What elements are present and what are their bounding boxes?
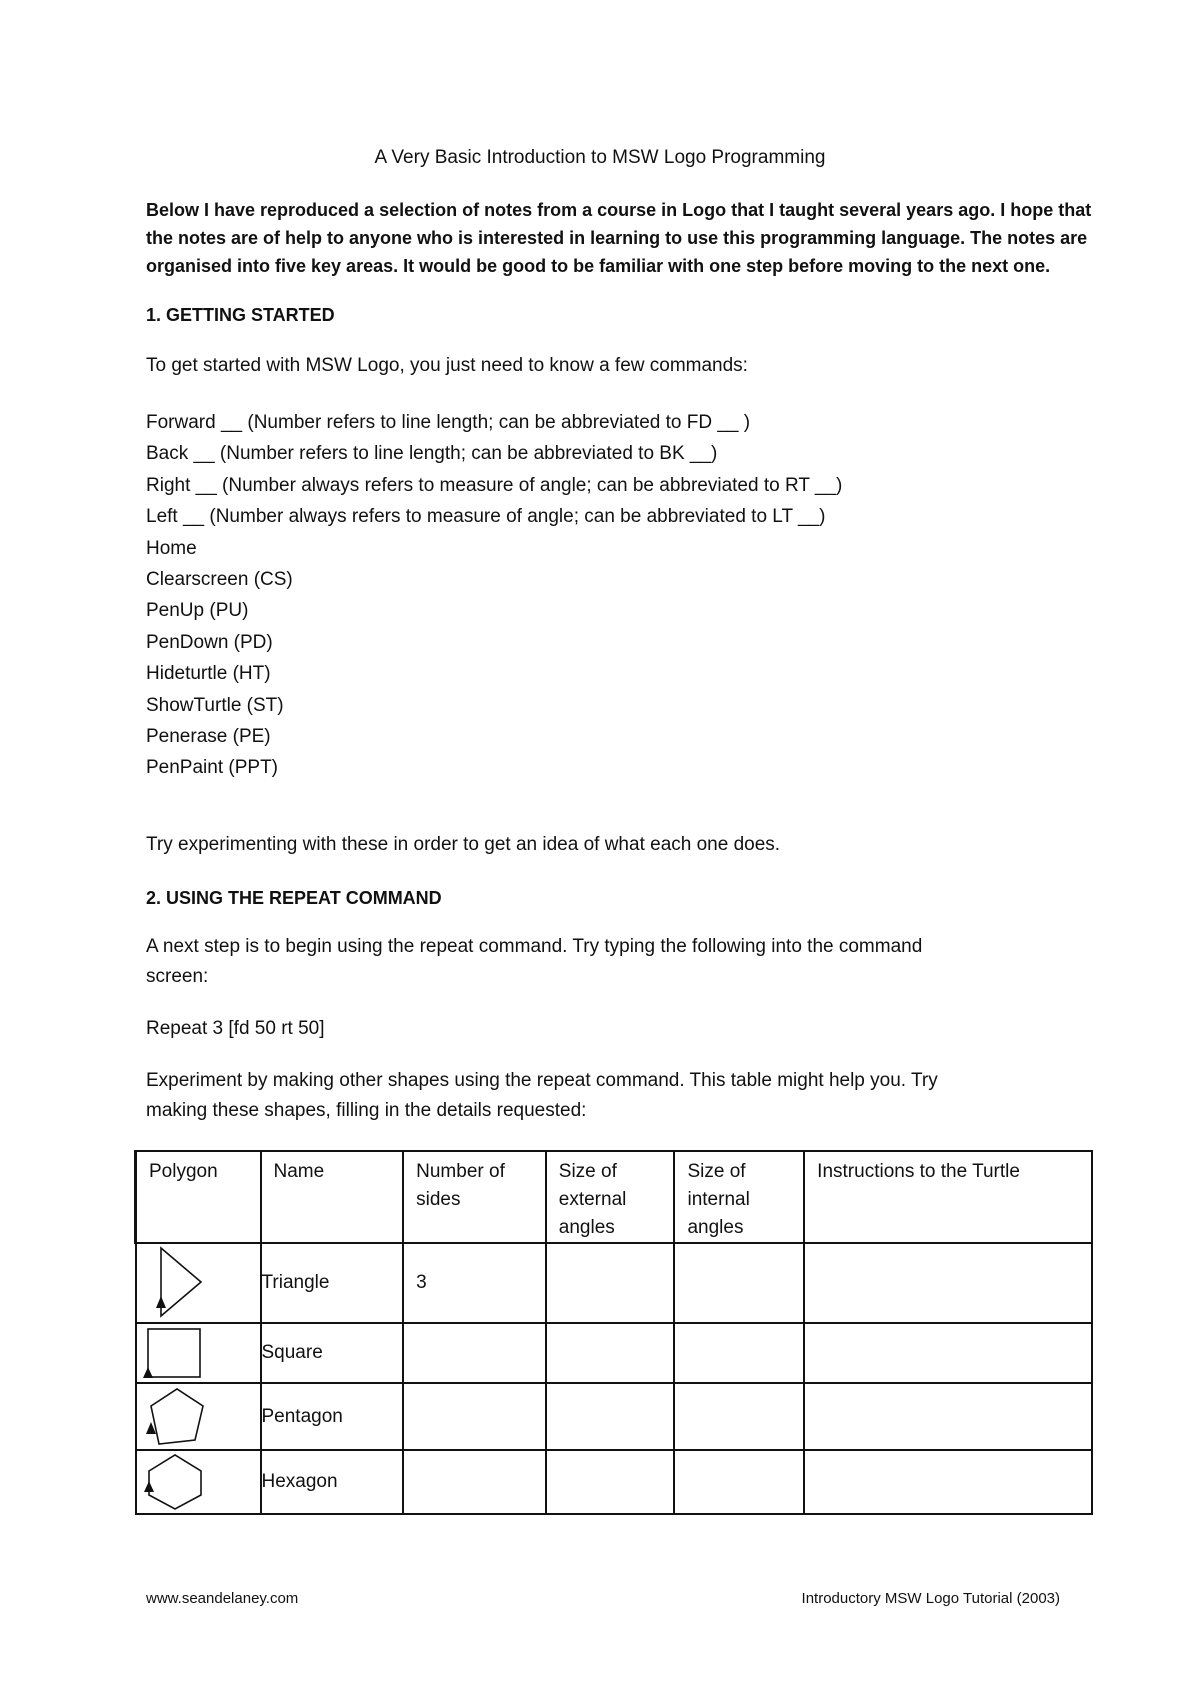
header-line: Size of	[558, 1161, 617, 1182]
internal-angle-cell	[674, 1383, 804, 1450]
command-item: Back __ (Number refers to line length; can be abbreviated to BK __)	[146, 443, 718, 465]
section-2-paragraph-line: Experiment by making other shapes using the repeat command. This table might help you. Try	[146, 1070, 938, 1091]
sides-cell	[403, 1450, 546, 1514]
external-angle-cell	[546, 1450, 675, 1514]
section-2-paragraph-line: screen:	[146, 966, 209, 987]
footer-title: Introductory MSW Logo Tutorial (2003)	[801, 1590, 1060, 1607]
external-angle-cell	[546, 1383, 675, 1450]
repeat-example: Repeat 3 [fd 50 rt 50]	[146, 1018, 325, 1039]
intro-line: organised into five key areas. It would be good to be familiar with one step before moving to the next one.	[146, 256, 1051, 276]
intro-paragraph	[146, 196, 1092, 280]
table-header-row	[136, 1151, 1093, 1243]
command-item: Penerase (PE)	[146, 725, 271, 747]
instructions-cell	[804, 1323, 1092, 1383]
name-cell: Pentagon	[261, 1383, 404, 1450]
sides-cell	[403, 1383, 546, 1450]
section-1-lead: To get started with MSW Logo, you just need to know a few commands:	[146, 355, 748, 376]
header-external-angles	[546, 1151, 675, 1243]
instructions-cell	[804, 1450, 1092, 1514]
command-item: Home	[146, 537, 197, 559]
external-angle-cell	[546, 1243, 675, 1323]
header-line: sides	[416, 1189, 461, 1210]
section-2-paragraph-line: A next step is to begin using the repeat command. Try typing the following into the command	[146, 936, 923, 957]
header-line: Number of	[416, 1161, 505, 1182]
header-line: angles	[687, 1217, 744, 1238]
polygon-cell	[136, 1243, 261, 1323]
name-cell: Hexagon	[261, 1450, 404, 1514]
sides-cell	[403, 1323, 546, 1383]
section-1-heading: 1. GETTING STARTED	[146, 305, 335, 325]
name-cell: Triangle	[261, 1243, 404, 1323]
command-item: Clearscreen (CS)	[146, 568, 293, 590]
table-row	[136, 1450, 1093, 1514]
table-row	[136, 1323, 1093, 1383]
command-item: PenDown (PD)	[146, 631, 273, 653]
command-item: Forward __ (Number refers to line length; can be abbreviated to FD __ )	[146, 412, 751, 433]
page-title: A Very Basic Introduction to MSW Logo Programming	[374, 147, 826, 168]
polygon-table	[134, 1150, 1093, 1515]
header-line: Instructions to the Turtle	[817, 1161, 1020, 1182]
command-item: Right __ (Number always refers to measure of angle; can be abbreviated to RT __)	[146, 474, 843, 496]
intro-line: Below I have reproduced a selection of notes from a course in Logo that I taught several years ago. I hope that	[146, 200, 1092, 220]
header-instructions	[804, 1151, 1092, 1243]
triangle-shape	[137, 1244, 260, 1322]
hexagon-shape	[137, 1451, 260, 1513]
turtle-icon	[144, 1481, 154, 1492]
command-item: PenPaint (PPT)	[146, 757, 278, 779]
header-number-of-sides	[403, 1151, 546, 1243]
command-item: PenUp (PU)	[146, 600, 249, 622]
header-name	[261, 1151, 404, 1243]
command-item: Hideturtle (HT)	[146, 663, 271, 685]
command-item: Left __ (Number always refers to measure of angle; can be abbreviated to LT __)	[146, 506, 826, 528]
name-cell: Square	[261, 1323, 404, 1383]
turtle-icon	[143, 1367, 153, 1378]
polygon-cell	[136, 1383, 261, 1450]
instructions-cell	[804, 1243, 1092, 1323]
header-line: Name	[273, 1161, 325, 1182]
external-angle-cell	[546, 1323, 675, 1383]
header-line: angles	[558, 1217, 615, 1238]
header-line: external	[558, 1189, 627, 1210]
table-row	[136, 1383, 1093, 1450]
intro-line: the notes are of help to anyone who is interested in learning to use this programming language. The notes are	[146, 228, 1088, 248]
table-row	[136, 1243, 1093, 1323]
command-list	[146, 407, 842, 784]
polygon-cell	[136, 1450, 261, 1514]
internal-angle-cell	[674, 1323, 804, 1383]
header-line: Size of	[687, 1161, 746, 1182]
turtle-icon	[156, 1296, 166, 1308]
polygon-cell	[136, 1323, 261, 1383]
header-line: internal	[687, 1189, 750, 1210]
sides-cell: 3	[403, 1243, 546, 1323]
section-2-paragraph-line: making these shapes, filling in the details requested:	[146, 1100, 587, 1121]
internal-angle-cell	[674, 1243, 804, 1323]
section-1-closing: Try experimenting with these in order to get an idea of what each one does.	[146, 834, 781, 855]
command-item: ShowTurtle (ST)	[146, 694, 284, 716]
section-2-heading: 2. USING THE REPEAT COMMAND	[146, 888, 442, 908]
header-internal-angles	[674, 1151, 804, 1243]
footer-website: www.seandelaney.com	[146, 1590, 299, 1607]
pentagon-shape	[137, 1384, 260, 1449]
header-polygon	[136, 1151, 261, 1243]
internal-angle-cell	[674, 1450, 804, 1514]
instructions-cell	[804, 1383, 1092, 1450]
header-line: Polygon	[149, 1161, 218, 1182]
square-shape	[137, 1324, 260, 1382]
